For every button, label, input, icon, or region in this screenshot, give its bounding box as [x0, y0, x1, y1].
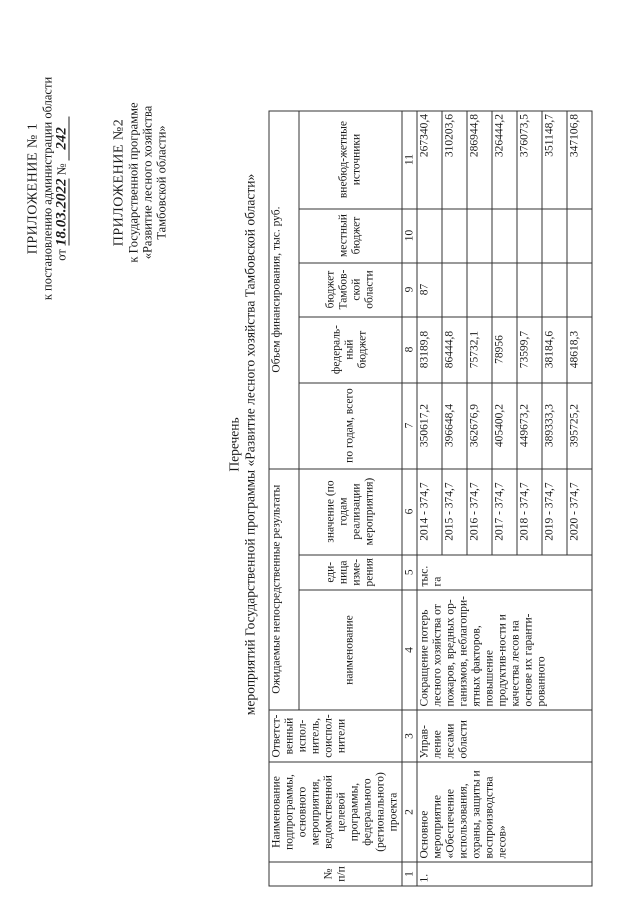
cell-total: 362676,9 — [467, 383, 492, 469]
col-number: 8 — [402, 317, 417, 383]
title-line1: Перечень — [226, 417, 242, 472]
appendix-2-label: ПРИЛОЖЕНИЕ №2 — [111, 118, 127, 247]
cell-regional — [542, 263, 567, 317]
cell-federal: 73599,7 — [517, 317, 542, 383]
header-expected-results: Ожидаемые непосредственные результаты — [269, 469, 299, 710]
appendix-1-label: ПРИЛОЖЕНИЕ № 1 — [25, 122, 41, 255]
header-total: по годам, всего — [299, 383, 402, 469]
col-number: 2 — [402, 762, 417, 862]
col-number: 5 — [402, 555, 417, 590]
program-appendix-header — [113, 33, 169, 333]
header-row-1 — [269, 111, 299, 886]
resolution-appendix-header — [27, 29, 70, 349]
handwritten-date: 18.03.2022 — [53, 178, 70, 246]
column-number-row — [402, 111, 417, 886]
cell-extra: 376073,5 — [517, 111, 542, 209]
cell-value: 2017 - 374,7 — [492, 469, 517, 555]
cell-value: 2019 - 374,7 — [542, 469, 567, 555]
cell-federal: 86444,8 — [442, 317, 467, 383]
cell-value: 2015 - 374,7 — [442, 469, 467, 555]
col-number: 11 — [402, 111, 417, 209]
cell-value: 2016 - 374,7 — [467, 469, 492, 555]
col-number: 10 — [402, 209, 417, 263]
header-result-name: наименование — [299, 590, 402, 710]
header-executor: Ответст-венный испол-нитель, соиспол-нители — [269, 710, 402, 762]
cell-local — [442, 209, 467, 263]
header-regional: бюджет Тамбов-ской области — [299, 263, 402, 317]
cell-local — [467, 209, 492, 263]
cell-federal: 38184,6 — [542, 317, 567, 383]
cell-regional — [492, 263, 517, 317]
row-unit: тыс. га — [417, 555, 592, 590]
cell-regional — [517, 263, 542, 317]
cell-local — [542, 209, 567, 263]
resolution-reference: к постановлению администрации области — [40, 76, 55, 301]
program-reference-line1: к Государственной программе — [126, 102, 141, 263]
cell-extra: 267340,4 — [417, 111, 442, 209]
cell-federal: 78956 — [492, 317, 517, 383]
cell-total: 350617,2 — [417, 383, 442, 469]
header-local: местный бюджет — [299, 209, 402, 263]
document-page — [1, 0, 640, 905]
header-extra: внебюд-жетные источники — [299, 111, 402, 209]
cell-local — [492, 209, 517, 263]
row-measure-name: Основное мероприятие «Обеспечение использования, охраны, защиты и воспроизводства лесов» — [417, 762, 592, 862]
header-financing: Объем финансирования, тыс. руб. — [269, 111, 299, 469]
cell-extra: 351148,7 — [542, 111, 567, 209]
program-reference-line3: Тамбовской области» — [154, 125, 169, 240]
cell-value: 2020 - 374,7 — [567, 469, 592, 555]
cell-local — [417, 209, 442, 263]
col-number: 9 — [402, 263, 417, 317]
cell-extra: 286944,8 — [467, 111, 492, 209]
cell-value: 2014 - 374,7 — [417, 469, 442, 555]
from-label: от — [54, 249, 69, 261]
cell-total: 395725,2 — [567, 383, 592, 469]
cell-federal: 83189,8 — [417, 317, 442, 383]
row-number: 1. — [417, 862, 592, 886]
cell-federal: 48618,3 — [567, 317, 592, 383]
handwritten-number: 242 — [55, 116, 70, 160]
cell-regional: 87 — [417, 263, 442, 317]
cell-regional — [467, 263, 492, 317]
cell-extra: 310203,6 — [442, 111, 467, 209]
row-result-name: Сокращение потерь лесного хозяйства от пожаров, вредных ор-ганизмов, неблагопри-ятных факторов, повышение продуктив-ности и качества лесов на основе их гаранти-рованного — [417, 590, 592, 710]
title-line2: мероприятий Государственной программы «Развитие лесного хозяйства Тамбовской области» — [242, 173, 258, 716]
cell-local — [567, 209, 592, 263]
header-name: Наименование подпрограммы, основного мероприятия, ведомственной целевой программы, федерального (регионального) проекта — [269, 762, 402, 862]
cell-federal: 75732,1 — [467, 317, 492, 383]
document-title — [227, 25, 259, 865]
col-number: 6 — [402, 469, 417, 555]
header-value: значение (по годам реализации мероприятия) — [299, 469, 402, 555]
cell-value: 2018 - 374,7 — [517, 469, 542, 555]
header-unit: еди-ница изме-рения — [299, 555, 402, 590]
cell-regional — [567, 263, 592, 317]
cell-total: 405400,2 — [492, 383, 517, 469]
header-num: № п/п — [269, 862, 402, 886]
cell-extra: 347106,8 — [567, 111, 592, 209]
col-number: 1 — [402, 862, 417, 886]
cell-local — [517, 209, 542, 263]
col-number: 4 — [402, 590, 417, 710]
row-executor: Управ-ление лесами области — [417, 710, 592, 762]
header-federal: федераль-ный бюджет — [299, 317, 402, 383]
cell-regional — [442, 263, 467, 317]
program-reference-line2: «Развитие лесного хозяйства — [140, 105, 155, 260]
number-label: № — [54, 163, 69, 176]
table-row — [417, 111, 442, 886]
cell-total: 396648,4 — [442, 383, 467, 469]
cell-total: 389333,3 — [542, 383, 567, 469]
measures-table — [269, 110, 593, 886]
col-number: 7 — [402, 383, 417, 469]
cell-extra: 326444,2 — [492, 111, 517, 209]
cell-total: 449673,2 — [517, 383, 542, 469]
col-number: 3 — [402, 710, 417, 762]
